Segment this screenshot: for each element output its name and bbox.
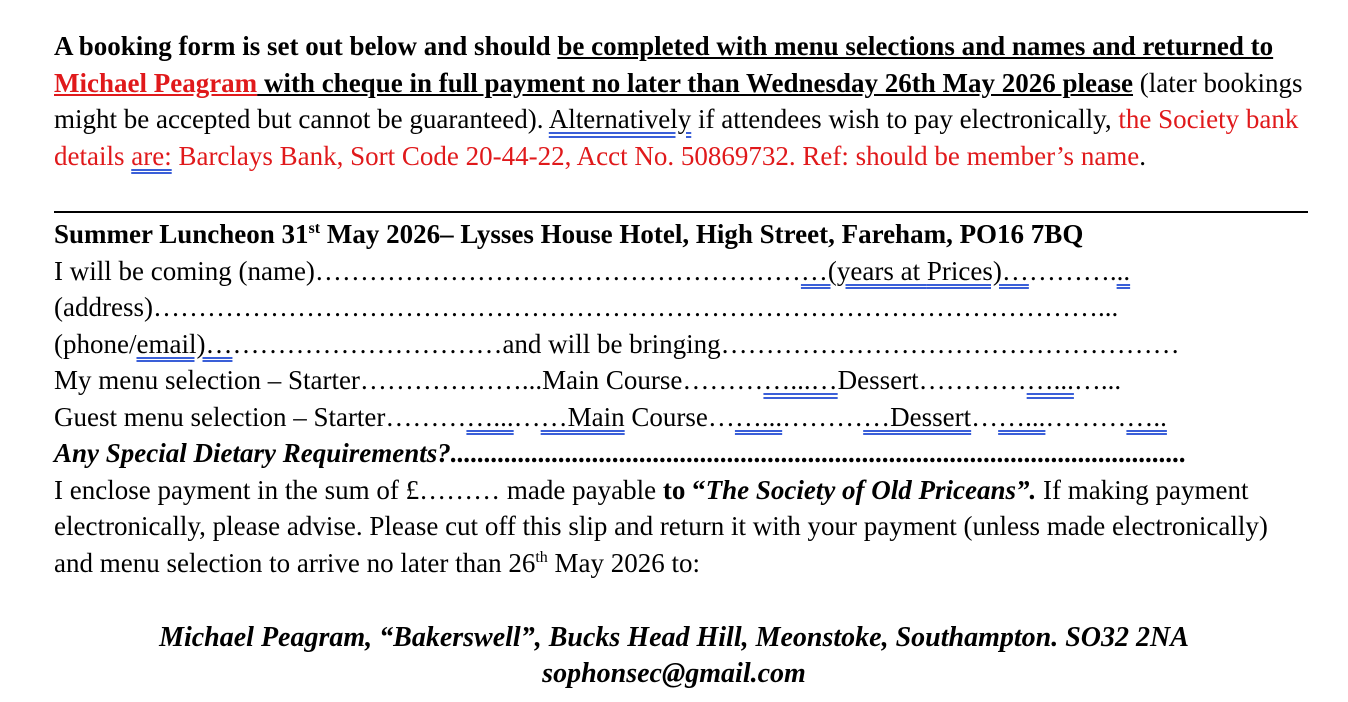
intro-text-4: (later bookings might be accepted but cannot be guaranteed). [54,67,1303,134]
intro-text-5: if attendees wish to pay electronically, [691,104,1119,134]
alternatively-word: Alternatively [548,104,692,134]
booking-slip [54,216,1304,581]
dietary-line: Any Special Dietary Requirements?............................................................................................................. [54,438,1187,468]
intro-deadline: with cheque in full payment no later than Wednesday 26th May 2026 please [257,67,1134,98]
my-dessert-dots: …... [1026,365,1074,395]
years-dots-end: .. [1116,255,1131,286]
payment-sup: th [535,548,548,566]
phone-line [54,326,1304,363]
payment-paragraph [54,472,1294,582]
guest-dots-1: …... [466,401,514,432]
bank-are-word: are: [131,140,172,171]
bank-details-2: Barclays Bank, Sort Code 20-44-22, Acct No. 50869732. Ref: should be member’s name [171,140,1140,171]
guest-dots-5: … [971,401,999,432]
name-line [54,253,1304,290]
guest-dots-7: ……… [1045,401,1127,432]
intro-text-1: A booking form is set out below and should [54,31,558,61]
event-title-a: Summer Luncheon 31 [54,219,309,249]
payment-text-a: I enclose payment in the sum of £……… made payable [54,474,663,505]
prices-word: Prices)… [926,255,1029,286]
bank-details-1: the Society bank details [54,104,1299,171]
guest-dots-6: …... [998,401,1046,432]
guest-dots-2: … [513,401,541,432]
event-title [54,216,1304,253]
guest-course-label: Course… [624,401,735,432]
society-name: The Society of Old Priceans”. [705,474,1037,505]
guest-dessert-label: …Dessert [863,401,972,432]
event-title-b: May 2026– Lysses House Hotel, High Street, Fareham, PO16 7BQ [320,219,1084,249]
contact-email: sophonsec@gmail.com [542,658,806,689]
bringing-label: …………………………and will be bringing…………………………………………… [232,328,1180,359]
address-line: (address)……………………………………………………………………………………………... [54,292,1119,322]
payment-to: to “ [662,474,706,505]
years-dots: ………. [1028,255,1117,286]
event-title-sup: st [308,220,321,237]
guest-dots-8: ….. [1126,401,1167,432]
payment-text-d: May 2026 to: [547,547,701,578]
cut-line [54,211,1308,213]
my-main-dots: …...… [763,365,838,395]
my-menu-line [54,362,1304,399]
my-dessert-label: Dessert………… [837,365,1027,395]
guest-dots-4: ……… [782,401,864,432]
guest-dots-3: …... [734,401,783,432]
my-dessert-end: …... [1073,365,1122,395]
return-address-block [0,620,1348,692]
phone-label: (phone/ [54,328,137,359]
my-menu-label: My menu selection – Starter………………...Main Course……… [54,365,764,395]
name-field-label: I will be coming (name)……………………………………………… [54,255,801,286]
return-address: Michael Peagram, “Bakerswell”, Bucks Head Hill, Meonstoke, Southampton. SO32 2NA [159,622,1189,653]
guest-starter-label: Guest menu selection – Starter……… [54,401,467,432]
intro-text-2: be completed with menu selections and names and returned to [557,31,1274,61]
intro-paragraph [54,28,1304,174]
guest-main-label: …Main [540,401,625,432]
years-label: …(years at [800,255,927,286]
intro-end: . [1139,140,1147,171]
email-word: email)… [136,328,233,359]
payment-text-c: If making payment electronically, please advise. Please cut off this slip and return it with your payment (unless made electronically) and menu selection to arrive no later than 26 [54,474,1268,578]
contact-name: Michael Peagram [54,67,258,98]
guest-menu-line [54,399,1304,436]
